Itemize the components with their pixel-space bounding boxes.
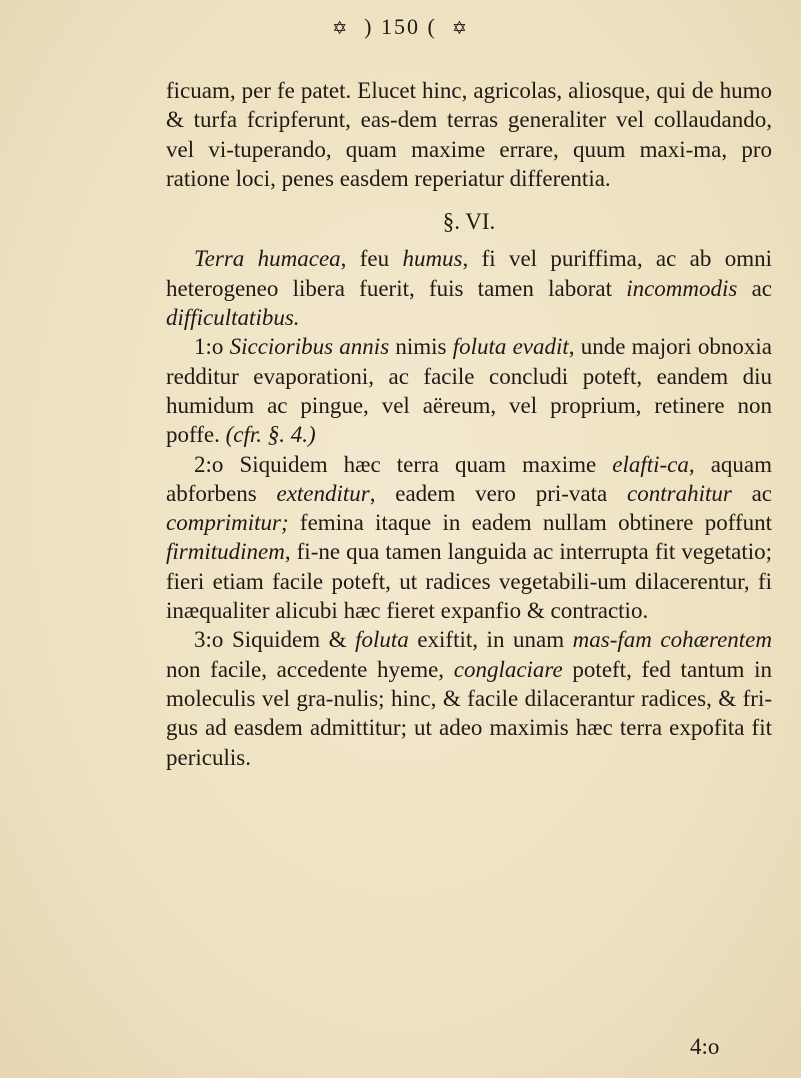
- text-run: , fi vel puriffima, ac ab omni heterogeneo libera fuerit, fuis tamen laborat: [166, 246, 772, 301]
- italic-run: extenditur: [276, 480, 370, 506]
- italic-run: comprimitur;: [166, 510, 289, 536]
- italic-run: humus: [402, 246, 463, 272]
- text-run: femina itaque in eadem nullam obtinere poffunt: [288, 510, 772, 536]
- catchword: 4:o: [690, 1034, 720, 1059]
- italic-run: foluta evadit: [452, 334, 569, 360]
- italic-run: incommodis: [626, 275, 738, 301]
- text-run: 1:o: [194, 334, 230, 360]
- italic-run: foluta: [355, 627, 409, 653]
- italic-run: Terra humacea: [194, 246, 341, 272]
- italic-run: Siccioribus annis: [229, 334, 390, 360]
- italic-run: conglaciare: [453, 656, 563, 682]
- paragraph: [166, 244, 772, 332]
- italic-run: difficultatibus.: [166, 305, 300, 331]
- page-number: ) 150 (: [364, 14, 437, 39]
- body-text: [166, 76, 772, 772]
- text-run: , aquam abforbens: [166, 451, 773, 506]
- star-ornament-icon: ✡: [451, 18, 469, 38]
- text-run: ac: [737, 275, 772, 301]
- text-run: , feu: [340, 246, 403, 272]
- star-ornament-icon: ✡: [332, 18, 350, 38]
- paragraph: [166, 625, 772, 771]
- italic-run: (cfr. §. 4.): [225, 422, 316, 448]
- italic-run: contrahitur: [627, 480, 732, 506]
- paragraph: [166, 76, 772, 193]
- text-run: ac: [731, 480, 773, 506]
- text-run: non facile, accedente hyeme,: [166, 656, 454, 682]
- paragraph: [166, 450, 772, 626]
- text-run: 3:o Siquidem &: [194, 627, 356, 653]
- italic-run: firmitudinem: [166, 539, 285, 565]
- text-run: , fi-ne qua tamen languida ac interrupta fit vegetatio; fieri etiam facile poteft, ut radices vegetabili-um dilacerentur, fi inæqualiter alicubi hæc fieret expanfio & contractio.: [166, 539, 772, 624]
- text-run: nimis: [389, 334, 453, 360]
- text-run: , eadem vero pri-vata: [369, 480, 628, 506]
- italic-run: elafti-ca: [612, 451, 689, 477]
- text-run: 2:o Siquidem hæc terra quam maxime: [194, 451, 613, 477]
- paragraph: [166, 332, 772, 449]
- text-run: poteft, fed tantum in moleculis vel gra-nulis; hinc, & facile dilacerantur radices, & fri-gus ad easdem admittitur; ut adeo maximis hæc terra expofita fit periculis.: [166, 656, 772, 770]
- page-header: [0, 12, 801, 43]
- section-heading: §. VI.: [442, 209, 496, 235]
- text-run: , unde majori obnoxia redditur evaporationi, ac facile concludi poteft, eandem diu humidum ac pingue, vel aëreum, vel proprium, retinere non poffe.: [166, 334, 772, 448]
- text-run: ficuam, per fe patet. Elucet hinc, agricolas, aliosque, qui de humo & turfa fcripferunt, eas-dem terras generaliter vel collaudando, vel vi-tuperando, quam maxime errare, quum maxi-ma, pro ratione loci, penes easdem reperiatur differentia.: [166, 78, 772, 191]
- text-run: exiftit, in unam: [408, 627, 573, 653]
- italic-run: mas-fam cohærentem: [572, 627, 772, 653]
